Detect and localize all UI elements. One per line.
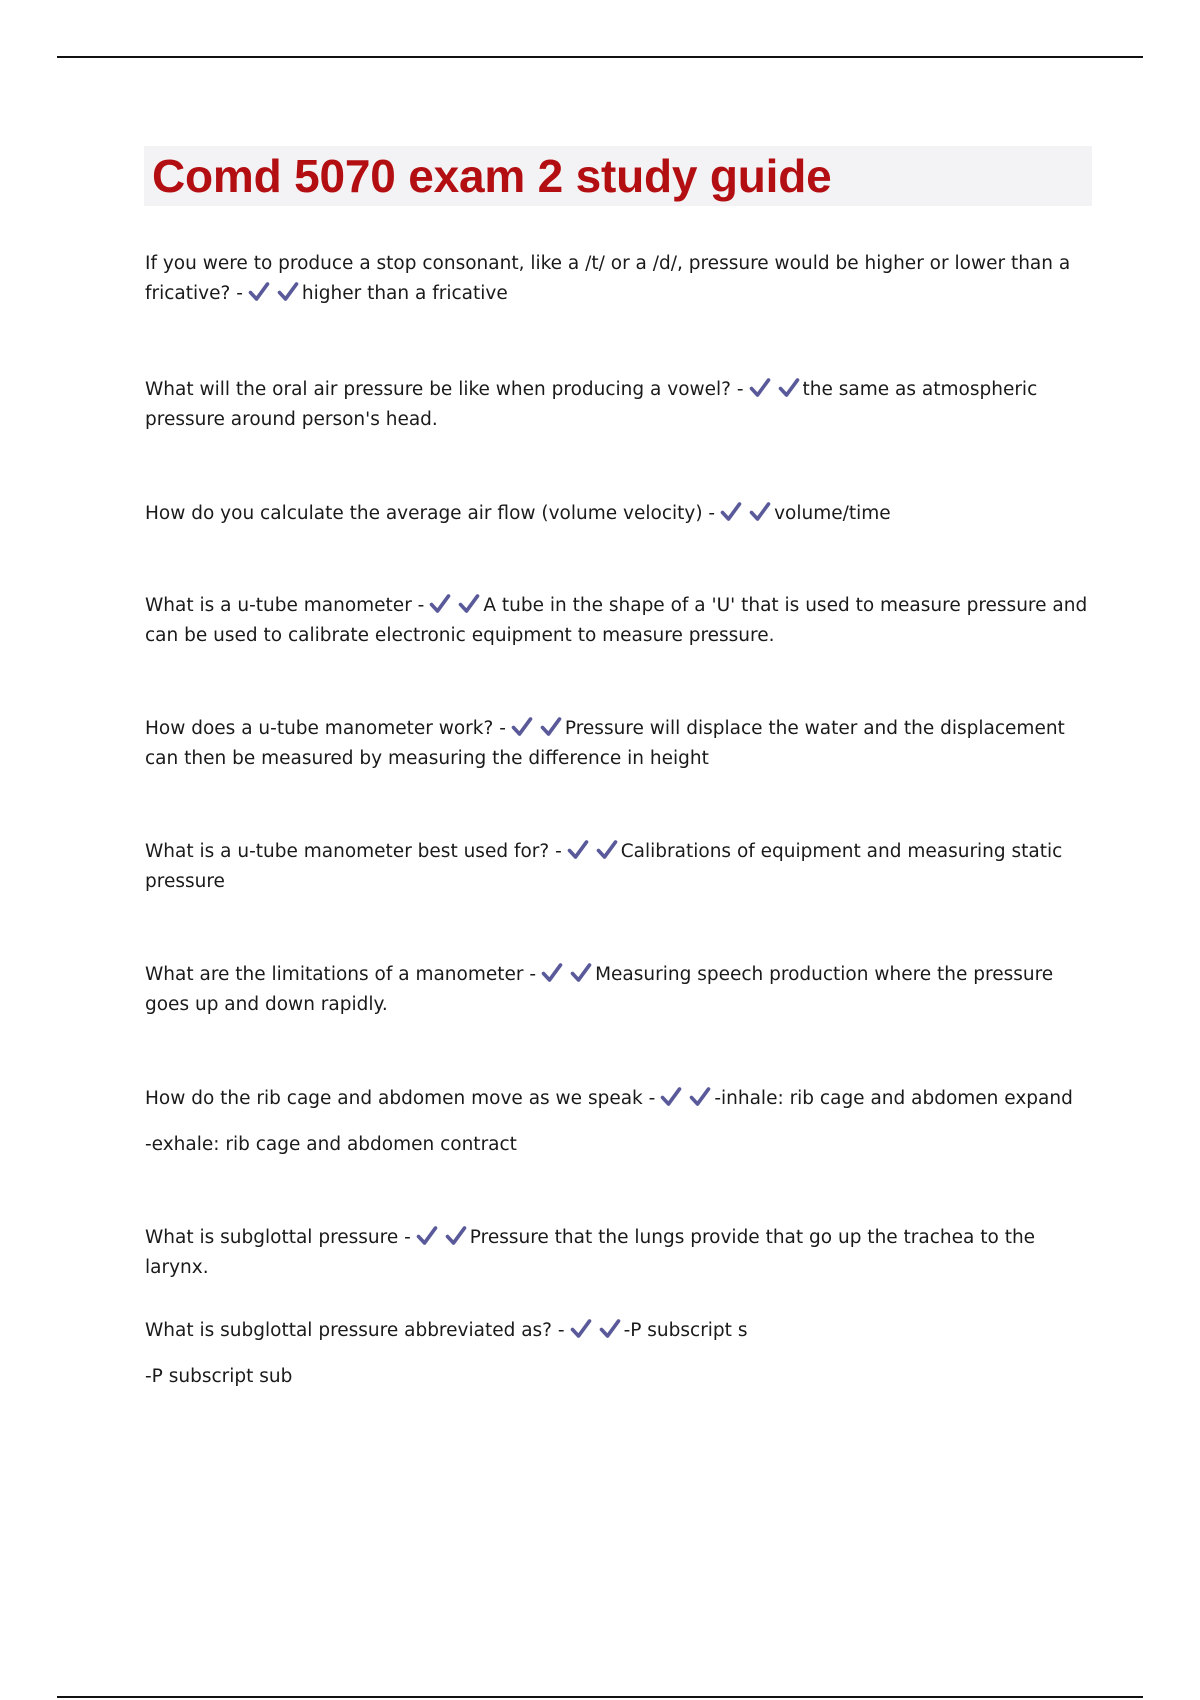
qa-item (145, 591, 1095, 651)
check-icon (511, 716, 533, 738)
answer-text: A tube in the shape of a 'U' that is used to measure pressure and can be used to calibrate electronic equipment to measure pressure. (145, 595, 1088, 646)
qa-line (145, 499, 1095, 529)
answer-text: volume/time (774, 503, 891, 524)
qa-item (145, 714, 1095, 774)
check-icon (567, 839, 589, 861)
qa-item (145, 375, 1095, 435)
top-rule (57, 56, 1143, 58)
answer-continuation: -exhale: rib cage and abdomen contract (145, 1134, 517, 1155)
question-text: What will the oral air pressure be like when producing a vowel? - (145, 379, 744, 400)
check-icon (570, 1318, 592, 1340)
check-icon (596, 839, 618, 861)
page-title: Comd 5070 exam 2 study guide (152, 150, 832, 202)
qa-line (145, 960, 1095, 1020)
check-icon (540, 716, 562, 738)
question-text: How do you calculate the average air flow (volume velocity) - (145, 503, 716, 524)
check-icon (660, 1086, 682, 1108)
qa-line (145, 837, 1095, 897)
check-icon (570, 962, 592, 984)
qa-item (145, 837, 1095, 897)
check-icon (749, 501, 771, 523)
question-text: If you were to produce a stop consonant, like a /t/ or a /d/, pressure would be higher or lower than a fricative? - (145, 253, 1071, 304)
question-text: How does a u-tube manometer work? - (145, 718, 506, 739)
check-icon (445, 1225, 467, 1247)
check-icon (416, 1225, 438, 1247)
qa-item (145, 1084, 1095, 1160)
qa-item (145, 1316, 1095, 1392)
check-icon (599, 1318, 621, 1340)
bottom-rule (57, 1696, 1143, 1698)
answer-continuation: -P subscript sub (145, 1366, 293, 1387)
qa-line (145, 1316, 1095, 1346)
qa-item (145, 1223, 1095, 1283)
qa-line (145, 714, 1095, 774)
qa-line (145, 1084, 1095, 1114)
check-icon (277, 281, 299, 303)
qa-line (145, 375, 1095, 435)
check-icon (541, 962, 563, 984)
title-banner (144, 146, 1092, 206)
answer-text: Calibrations of equipment and measuring static pressure (145, 841, 1063, 892)
question-text: What is a u-tube manometer best used for? - (145, 841, 562, 862)
qa-item (145, 499, 1095, 529)
qa-item (145, 960, 1095, 1020)
check-icon (458, 593, 480, 615)
question-text: What are the limitations of a manometer - (145, 964, 537, 985)
check-icon (749, 377, 771, 399)
answer-text: -P subscript s (623, 1320, 748, 1341)
check-icon (248, 281, 270, 303)
answer-text: higher than a fricative (301, 283, 508, 304)
answer-text: Pressure that the lungs provide that go up the trachea to the larynx. (145, 1227, 1036, 1278)
qa-line (145, 249, 1095, 309)
answer-text: Measuring speech production where the pressure goes up and down rapidly. (145, 964, 1054, 1015)
answer-text: Pressure will displace the water and the displacement can then be measured by measuring the difference in height (145, 718, 1065, 769)
check-icon (429, 593, 451, 615)
question-text: What is subglottal pressure - (145, 1227, 411, 1248)
check-icon (778, 377, 800, 399)
question-text: How do the rib cage and abdomen move as we speak - (145, 1088, 656, 1109)
question-text: What is a u-tube manometer - (145, 595, 425, 616)
answer-text: -inhale: rib cage and abdomen expand (714, 1088, 1073, 1109)
check-icon (720, 501, 742, 523)
answer-text: the same as atmospheric pressure around person's head. (145, 379, 1038, 430)
qa-line (145, 591, 1095, 651)
question-text: What is subglottal pressure abbreviated as? - (145, 1320, 565, 1341)
check-icon (689, 1086, 711, 1108)
qa-item (145, 249, 1095, 309)
qa-line (145, 1223, 1095, 1283)
